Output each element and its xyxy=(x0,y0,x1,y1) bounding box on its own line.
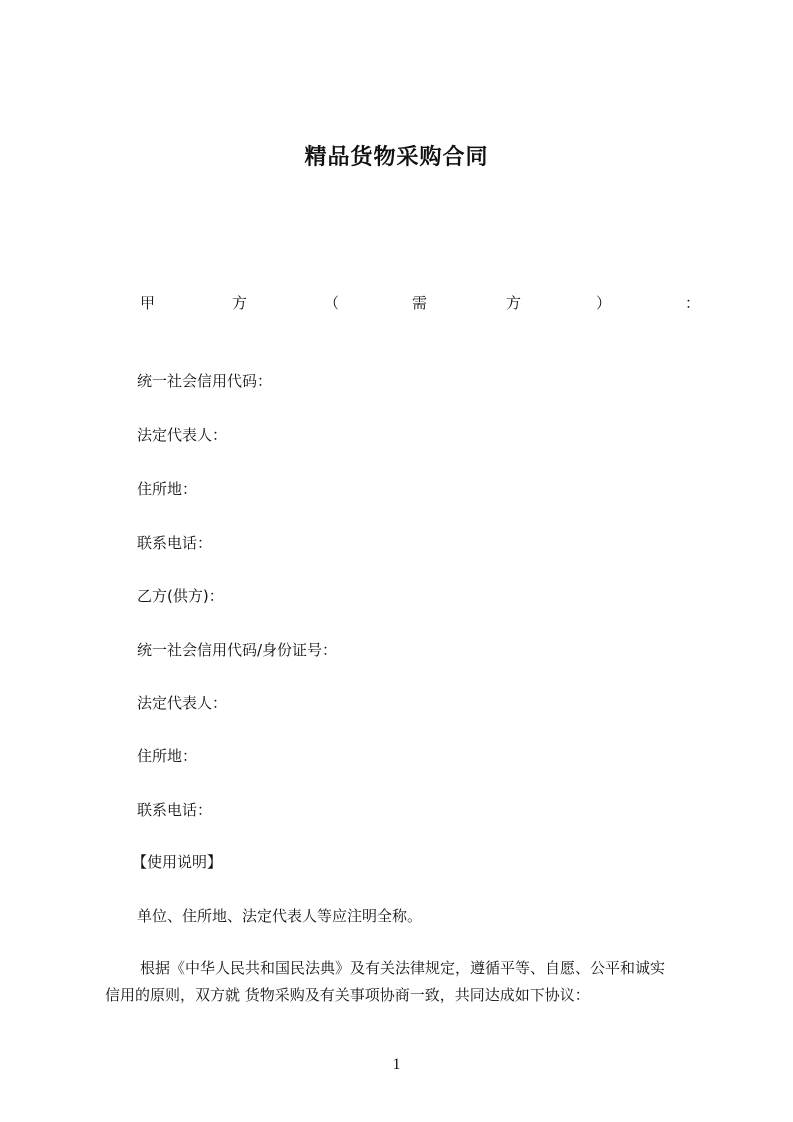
party-b-address-label: 住所地： xyxy=(137,747,198,765)
party-a-heading xyxy=(140,292,701,314)
party-a-char-6: ） xyxy=(596,294,612,312)
party-a-phone-label: 联系电话： xyxy=(137,534,213,552)
party-a-char-2: 方 xyxy=(232,294,248,312)
page-number: 1 xyxy=(392,1056,401,1073)
usage-note-text: 单位、住所地、法定代表人等应注明全称。 xyxy=(137,907,423,925)
preamble-paragraph xyxy=(105,955,705,1009)
party-a-credit-code-label: 统一社会信用代码： xyxy=(137,372,273,390)
preamble-line-1 xyxy=(105,955,705,982)
party-b-legal-rep-label: 法定代表人： xyxy=(137,694,228,712)
party-b-phone-label: 联系电话： xyxy=(137,801,213,819)
party-b-heading: 乙方(供方)： xyxy=(137,587,224,605)
party-a-address-label: 住所地： xyxy=(137,480,198,498)
usage-note-heading: 【使用说明】 xyxy=(132,853,223,871)
preamble-line-2: 信用的原则，双方就 货物采购及有关事项协商一致，共同达成如下协议： xyxy=(105,986,590,1004)
party-a-legal-rep-label: 法定代表人： xyxy=(137,426,228,444)
party-a-char-4: 需 xyxy=(412,294,428,312)
party-b-credit-code-label: 统一社会信用代码/身份证号： xyxy=(137,641,338,659)
party-a-char-3: （ xyxy=(324,294,340,312)
party-a-char-1: 甲 xyxy=(140,294,156,312)
preamble-line-1-text: 根据《中华人民共和国民法典》及有关法律规定，遵循平等、自愿、公平和诚实 xyxy=(140,959,666,977)
document-title: 精品货物采购合同 xyxy=(304,145,489,170)
party-a-char-5: 方 xyxy=(506,294,522,312)
party-a-char-7: ： xyxy=(685,294,701,312)
